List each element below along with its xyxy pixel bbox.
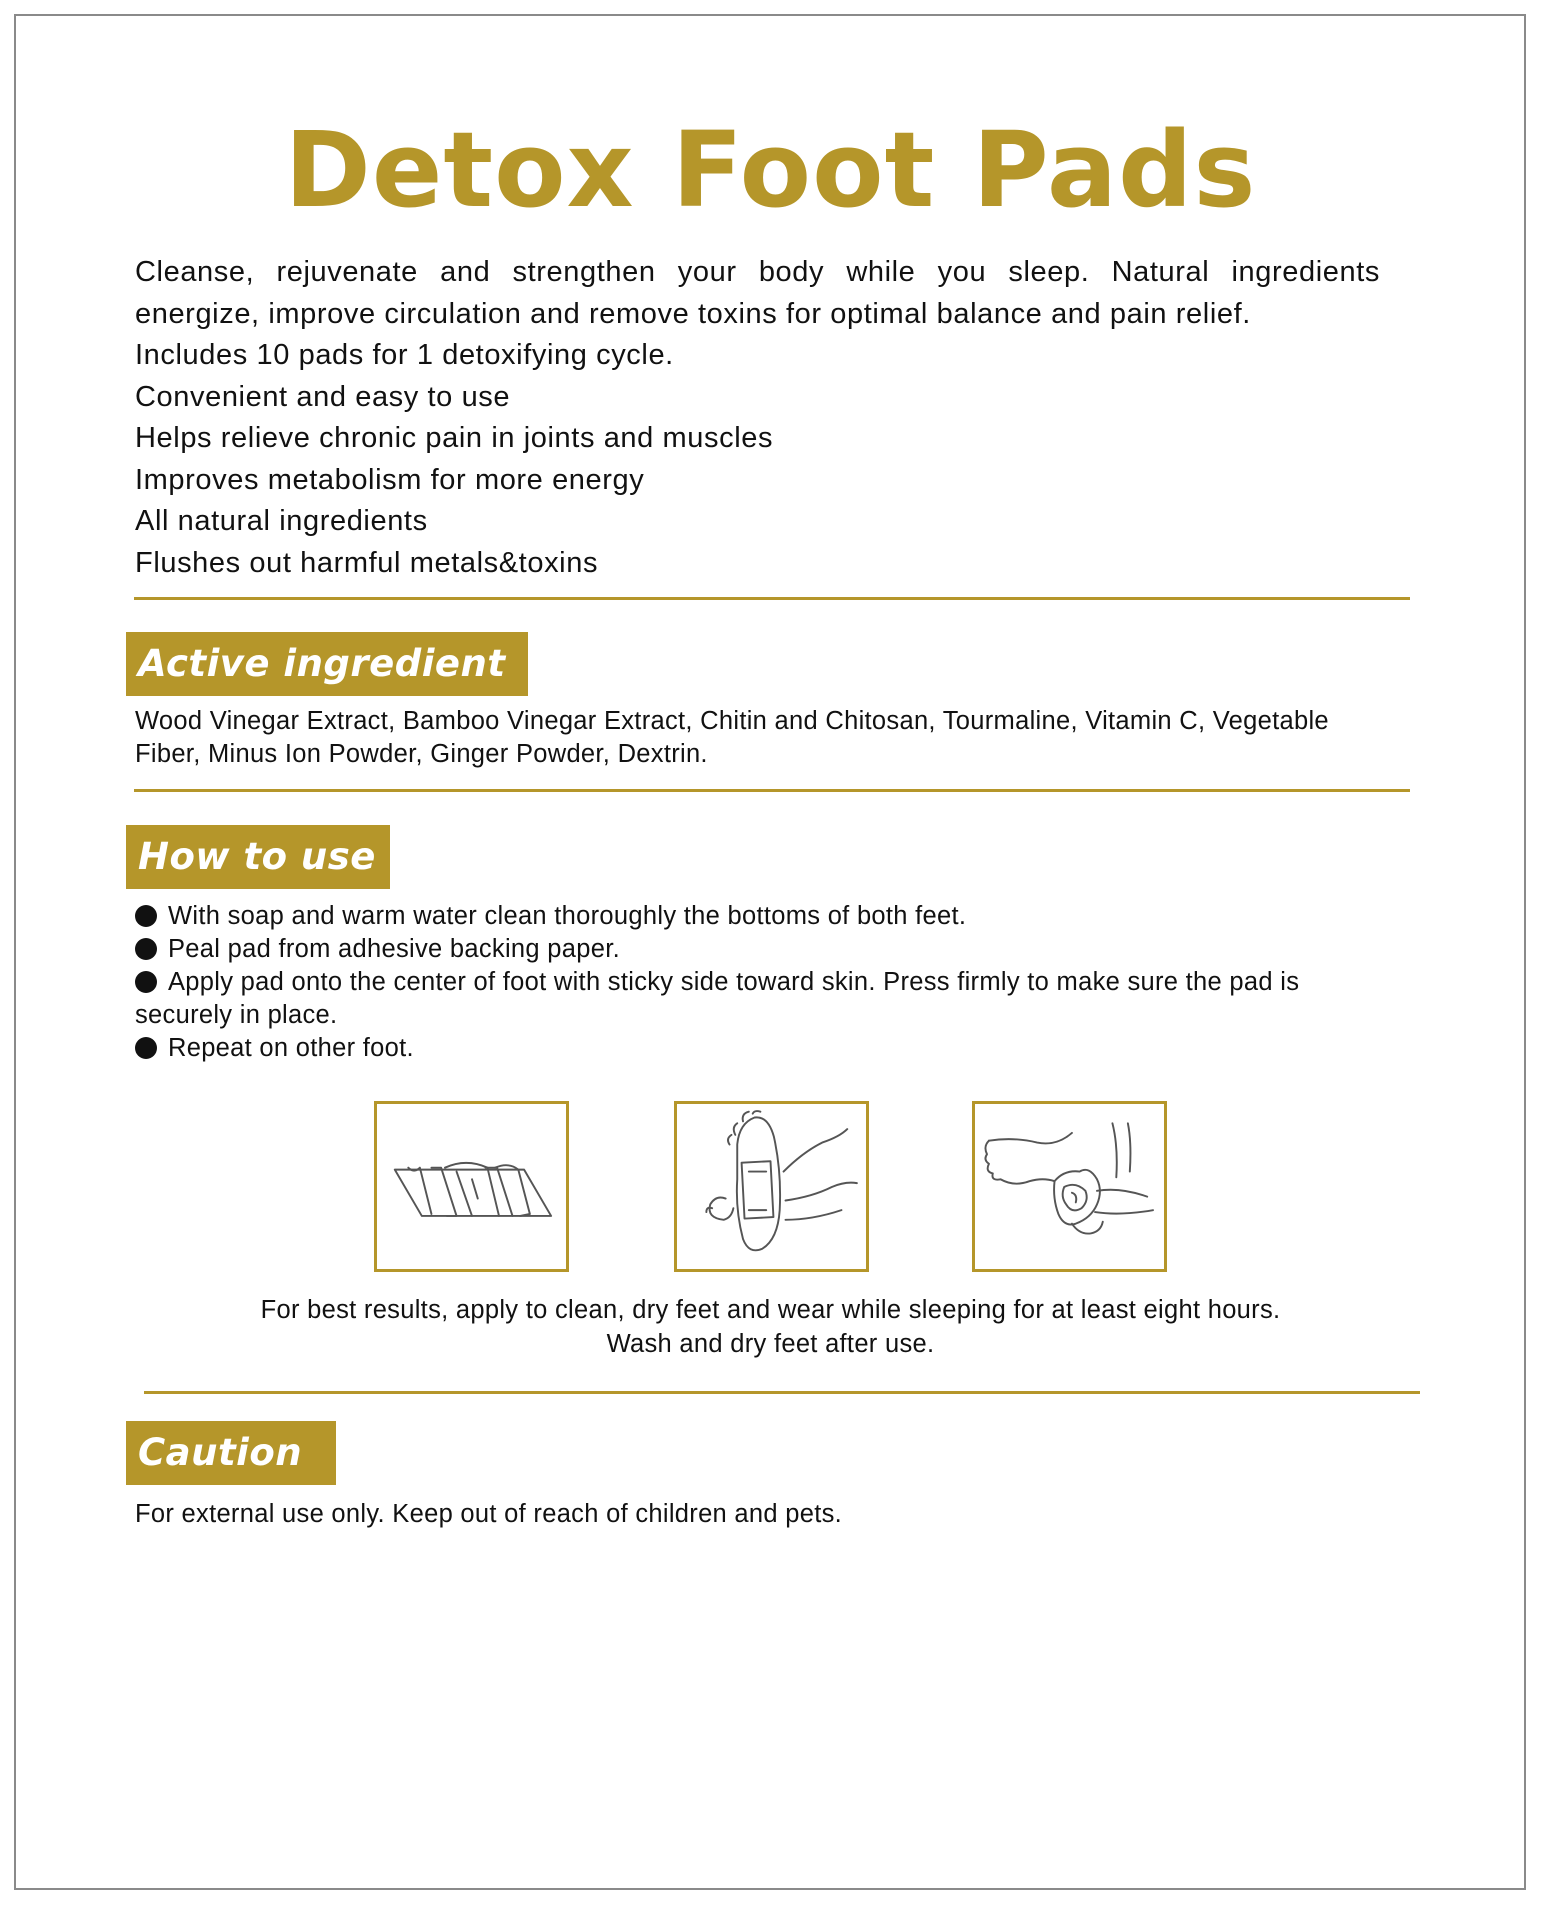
list-item — [135, 933, 1415, 966]
intro-section — [135, 252, 1380, 584]
foot-pad-apply-illustration — [674, 1101, 869, 1272]
caution-heading: Caution — [126, 1421, 336, 1485]
step-text: Apply pad onto the center of foot with sticky side toward skin. Press firmly to make sure the pad is — [168, 968, 1300, 996]
page-title: Detox Foot Pads — [284, 109, 1257, 231]
list-item — [135, 966, 1415, 999]
feature-item: Helps relieve chronic pain in joints and muscles — [135, 422, 774, 454]
tip-line: For best results, apply to clean, dry feet and wear while sleeping for at least eight hours. — [260, 1296, 1281, 1324]
ingredients-heading: Active ingredient — [126, 632, 528, 696]
usage-tip — [0, 1293, 1541, 1361]
bullet-icon — [135, 1037, 157, 1059]
feature-item: Flushes out harmful metals&toxins — [135, 546, 599, 579]
feature-item: Convenient and easy to use — [135, 380, 511, 413]
steps-list — [135, 900, 1415, 1065]
tip-line: Wash and dry feet after use. — [606, 1330, 935, 1358]
list-item — [135, 1032, 1415, 1065]
list-item — [135, 900, 1415, 933]
step-text: Peal pad from adhesive backing paper. — [168, 935, 620, 963]
divider — [134, 789, 1410, 792]
feature-item: All natural ingredients — [135, 505, 428, 537]
list-item-continuation: securely in place. — [135, 1001, 338, 1029]
divider — [134, 597, 1410, 600]
bullet-icon — [135, 938, 157, 960]
bullet-icon — [135, 905, 157, 927]
foot-press-illustration — [972, 1101, 1167, 1272]
step-text: With soap and warm water clean thoroughly the bottoms of both feet. — [168, 902, 967, 930]
ingredients-line: Wood Vinegar Extract, Bamboo Vinegar Extract, Chitin and Chitosan, Tourmaline, Vitamin C, Vegetable — [135, 707, 1329, 735]
pad-peel-illustration — [374, 1101, 569, 1272]
intro-line: energize, improve circulation and remove toxins for optimal balance and pain relief. — [135, 297, 1251, 330]
intro-line: Cleanse, rejuvenate and strengthen your body while you sleep. Natural ingredients — [135, 256, 1380, 288]
bullet-icon — [135, 971, 157, 993]
how-to-use-heading: How to use — [126, 825, 390, 889]
feature-item: Improves metabolism for more energy — [135, 463, 645, 496]
ingredients-line: Fiber, Minus Ion Powder, Ginger Powder, Dextrin. — [135, 740, 708, 768]
step-text: Repeat on other foot. — [168, 1034, 414, 1062]
divider — [144, 1391, 1420, 1394]
feature-item: Includes 10 pads for 1 detoxifying cycle. — [135, 339, 674, 371]
caution-text: For external use only. Keep out of reach of children and pets. — [135, 1500, 843, 1528]
ingredients-text — [135, 705, 1410, 771]
